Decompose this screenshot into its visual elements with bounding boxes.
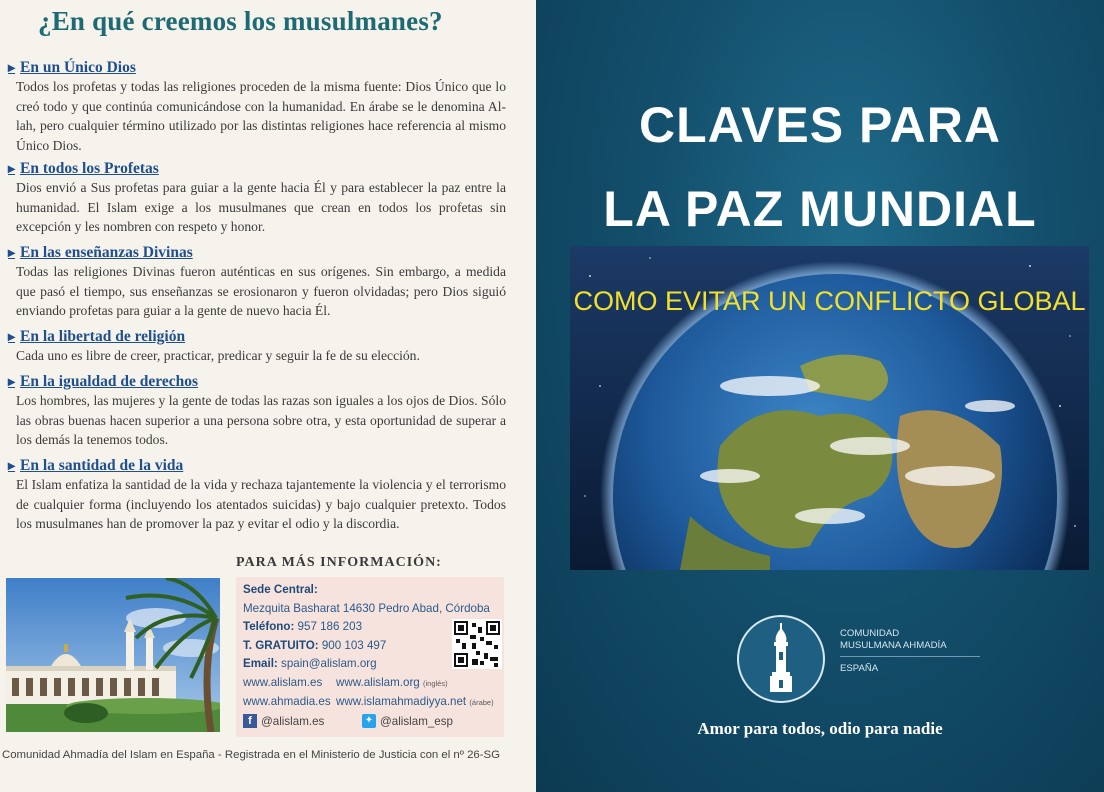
free-phone-label: T. GRATUITO: [243, 639, 319, 652]
section-body: Todas las religiones Divinas fueron auténticas en sus orígenes. Sin embargo, a medida que pasó el tiempo, sus enseñanzas se erosionaron y fueron olvidadas; pero Dios siguió enviando profetas para guiar a la gente de nuevo hacia Él. [16, 264, 506, 319]
section-title: En la igualdad de derechos [20, 373, 199, 390]
mosque-minaret-icon [736, 614, 826, 704]
hq-address: Mezquita Basharat 14630 Pedro Abad, Córdoba [243, 602, 490, 615]
facebook-handle[interactable]: @alislam.es [261, 714, 325, 728]
cover-panel [536, 0, 1104, 792]
org-name-line-1: COMUNIDAD [840, 628, 900, 639]
chevron-right-icon: ▸ [8, 329, 16, 345]
section-one-god [8, 59, 506, 155]
info-heading: PARA MÁS INFORMACIÓN: [236, 555, 442, 570]
section-body: Cada uno es libre de creer, practicar, predicar y seguir la fe de su elección. [16, 348, 420, 363]
facebook-icon[interactable]: f [243, 714, 257, 728]
web-note-arabic: (árabe) [469, 698, 494, 707]
contact-info-box [236, 577, 504, 737]
org-country: ESPAÑA [840, 663, 879, 674]
hq-label: Sede Central: [243, 583, 318, 596]
section-title: En la libertad de religión [20, 328, 186, 345]
email-label: Email: [243, 657, 278, 670]
web-link-alislam-org[interactable]: www.alislam.org [336, 676, 420, 689]
section-body: Dios envió a Sus profetas para guiar a la gente hacia Él y para establecer la paz entre la humanidad. El Islam exige a los musulmanes que crean en todos los profetas sin excepción y les nombren con respeto y honor. [16, 180, 506, 235]
web-link-alislam-es[interactable]: www.alislam.es [243, 676, 323, 689]
twitter-handle[interactable]: @alislam_esp [380, 714, 453, 728]
section-body: Los hombres, las mujeres y la gente de todas las razas son iguales a los ojos de Dios. Sólo las obras buenas hacen superior a una persona sobre otra, y esta oportunidad de superar a los demás la tenemos todos. [16, 393, 506, 448]
cover-headline-line-1: CLAVES PARA [639, 97, 1001, 153]
org-name-line-2: MUSULMANA AHMADÍA [840, 640, 947, 651]
web-link-ahmadia-es[interactable]: www.ahmadia.es [243, 695, 331, 708]
web-note-english: (inglés) [423, 679, 448, 688]
chevron-right-icon: ▸ [8, 374, 16, 390]
twitter-icon[interactable]: ✦ [362, 714, 376, 728]
chevron-right-icon: ▸ [8, 60, 16, 76]
cover-tagline: Amor para todos, odio para nadie [697, 719, 943, 738]
phone-label: Teléfono: [243, 620, 295, 633]
chevron-right-icon: ▸ [8, 161, 16, 177]
chevron-right-icon: ▸ [8, 245, 16, 261]
cover-headline-line-2: LA PAZ MUNDIAL [603, 181, 1037, 237]
section-title: En todos los Profetas [20, 160, 159, 177]
section-divine-teachings [8, 244, 506, 321]
section-title: En las enseñanzas Divinas [20, 244, 193, 261]
section-prophets [8, 160, 506, 237]
earth-image [570, 246, 1089, 570]
org-divider [840, 656, 980, 657]
chevron-right-icon: ▸ [8, 458, 16, 474]
left-panel [0, 0, 536, 792]
section-title: En la santidad de la vida [20, 457, 184, 474]
section-equal-rights [8, 373, 506, 450]
section-body: El Islam enfatiza la santidad de la vida y rechaza tajantemente la violencia y el terrorismo de cualquier forma (incluyendo los atentados suicidas) y bajo cualquier pretexto. Todos los musulmanes han de promover la paz y evitar el odio y la discordia. [16, 477, 506, 532]
page-title: ¿En qué creemos los musulmanes? [38, 6, 443, 36]
cover-subtitle: COMO EVITAR UN CONFLICTO GLOBAL [573, 286, 1086, 316]
web-link-islamahmadiyya[interactable]: www.islamahmadiyya.net [336, 695, 467, 708]
footer-registration: Comunidad Ahmadía del Islam en España - Registrada en el Ministerio de Justicia con el nº 26-SG [2, 749, 501, 761]
qr-code-icon[interactable] [452, 619, 502, 669]
phone-number[interactable]: 957 186 203 [297, 620, 363, 633]
free-phone-number[interactable]: 900 103 497 [321, 639, 387, 652]
email-link[interactable]: spain@alislam.org [281, 657, 377, 670]
section-title: En un Único Dios [20, 59, 136, 76]
section-body: Todos los profetas y todas las religiones proceden de la misma fuente: Dios Único que lo creó todo y que continúa comunicándose con la humanidad. En árabe se le denomina Al-lah, pero cualquier término utilizado por las distintas religiones hace referencia al mismo Único Dios. [16, 79, 506, 153]
mosque-photo [6, 578, 220, 732]
section-sanctity-of-life [8, 457, 506, 534]
section-religious-freedom [8, 328, 506, 366]
organization-name [840, 628, 980, 675]
